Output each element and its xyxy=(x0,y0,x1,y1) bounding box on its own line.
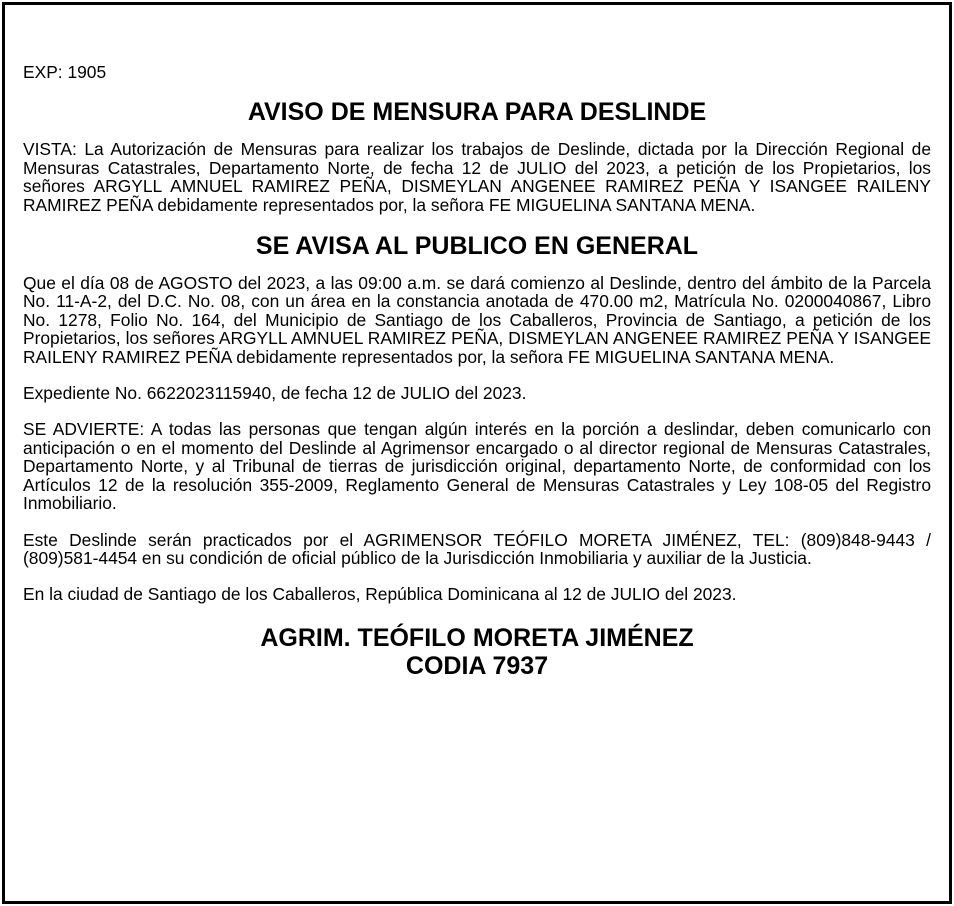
signature-block xyxy=(23,624,931,680)
signature-name: AGRIM. TEÓFILO MORETA JIMÉNEZ xyxy=(260,623,694,652)
body-paragraph-schedule: Que el día 08 de AGOSTO del 2023, a las 09:00 a.m. se dará comienzo al Deslinde, dentro del ámbito de la Parcela No. 11-A-2, del D.C. No. 08, con un área en la constancia anotada de 470.00 m2, Matrícula No. 0200040867, Libro No. 1278, Folio No. 164, del Municipio de Santiago de los Caballeros, Provincia de Santiago, a petición de los Propietarios, los señores ARGYLL AMNUEL RAMIREZ PEÑA, DISMEYLAN ANGENEE RAMIREZ PEÑA Y ISANGEE RAILENY RAMIREZ PEÑA debidamente representados por, la señora FE MIGUELINA SANTANA MENA. xyxy=(23,273,931,367)
vista-paragraph: VISTA: La Autorización de Mensuras para realizar los trabajos de Deslinde, dictada por la Dirección Regional de Mensuras Catastrales, Departamento Norte, de fecha 12 de JULIO del 2023, a petición de los Propietarios, los señores ARGYLL AMNUEL RAMIREZ PEÑA, DISMEYLAN ANGENEE RAMIREZ PEÑA Y ISANGEE RAILENY RAMIREZ PEÑA debidamente representados por, la señora FE MIGUELINA SANTANA MENA. xyxy=(23,139,931,215)
signature-codia: CODIA 7937 xyxy=(405,651,549,680)
body-paragraph-agrimensor: Este Deslinde serán practicados por el AGRIMENSOR TEÓFILO MORETA JIMÉNEZ, TEL: (809)848-9443 / (809)581-4454 en su condición de oficial público de la Jurisdicción Inmobiliaria y auxiliar de la Justicia. xyxy=(23,529,931,568)
expediente-label: EXP: 1905 xyxy=(23,62,107,82)
body-paragraph-advierte: SE ADVIERTE: A todas las personas que tengan algún interés en la porción a deslindar, deben comunicarlo con anticipación o en el momento del Deslinde al Agrimensor encargado o al director regional de Mensuras Catastrales, Departamento Norte, y al Tribunal de tierras de jurisdicción original, departamento Norte, de conformidad con los Artículos 12 de la resolución 355-2009, Reglamento General de Mensuras Catastrales y Ley 108-05 del Registro Inmobiliario. xyxy=(23,419,931,514)
notice-frame xyxy=(2,2,952,904)
notice-title: AVISO DE MENSURA PARA DESLINDE xyxy=(247,98,707,127)
notice-subtitle: SE AVISA AL PUBLICO EN GENERAL xyxy=(255,232,699,261)
notice-content xyxy=(23,63,931,680)
body-paragraph-place-date: En la ciudad de Santiago de los Caballeros, República Dominicana al 12 de JULIO del 2023. xyxy=(23,584,737,605)
body-paragraph-expediente: Expediente No. 6622023115940, de fecha 12 de JULIO del 2023. xyxy=(23,383,527,404)
